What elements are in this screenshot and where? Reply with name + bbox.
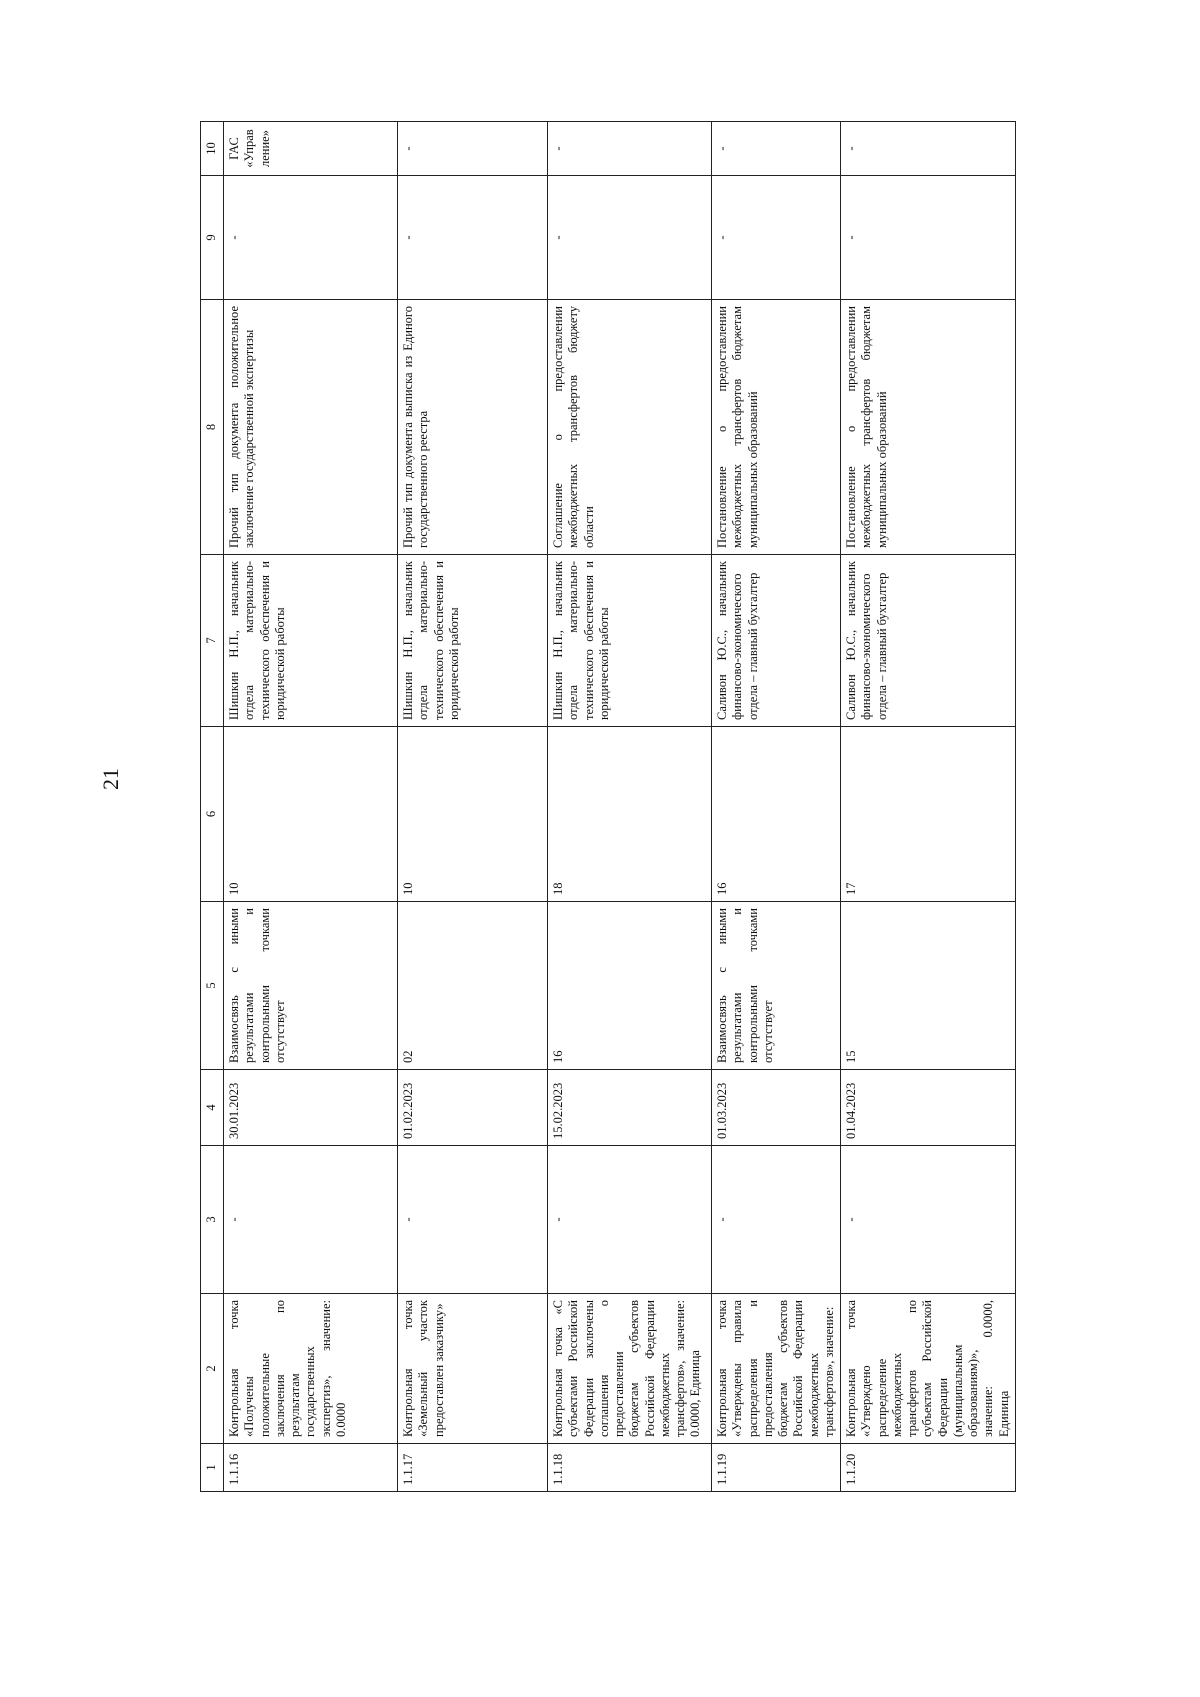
responsible-cell: Саливон Ю.С., начальник финансово-экономического отдела – главный бухгалтер: [712, 555, 841, 727]
row-number: 1.1.20: [841, 1444, 1016, 1492]
row-number: 1.1.19: [712, 1444, 841, 1492]
table-row: [224, 122, 398, 1492]
control-point-name: Контрольная точка «Земельный участок предоставлен заказчику»: [398, 1294, 548, 1444]
rotated-table-container: [200, 122, 1011, 1492]
cell-col6: 16: [712, 727, 841, 902]
row-number: 1.1.17: [398, 1444, 548, 1492]
control-point-name: Контрольная точка «Утверждены правила распределения и предоставления бюджетам субъектов Российской Федерации межбюджетных трансфертов», значение:: [712, 1294, 841, 1444]
column-header: 7: [201, 555, 224, 727]
control-point-name: Контрольная точка «Утверждено распределение межбюджетных трансфертов по субъектам Российской Федерации (муниципальным образованиям)», значение: 0.0000, Единица: [841, 1294, 1016, 1444]
cell-col9: -: [841, 176, 1016, 300]
column-header: 5: [201, 902, 224, 1070]
table-row: [841, 122, 1016, 1492]
column-header: 3: [201, 1146, 224, 1294]
row-number: 1.1.16: [224, 1444, 398, 1492]
table-row: [548, 122, 712, 1492]
cell-col6: 17: [841, 727, 1016, 902]
page-number: 21: [98, 768, 123, 790]
information-system-cell: -: [398, 122, 548, 176]
cell-col6: 10: [224, 727, 398, 902]
responsible-cell: Шишкин Н.П., начальник отдела материально-технического обеспечения и юридической работы: [548, 555, 712, 727]
information-system-cell: -: [712, 122, 841, 176]
control-point-name: Контрольная точка «Получены положительные заключения по результатам государственных экспертиз», значение: 0.0000: [224, 1294, 398, 1444]
document-cell: Постановление о предоставлении межбюджетных трансфертов бюджетам муниципальных образований: [712, 300, 841, 555]
document-cell: Постановление о предоставлении межбюджетных трансфертов бюджетам муниципальных образований: [841, 300, 1016, 555]
column-header: 1: [201, 1444, 224, 1492]
responsible-cell: Шишкин Н.П., начальник отдела материально-технического обеспечения и юридической работы: [224, 555, 398, 727]
information-system-cell: -: [548, 122, 712, 176]
control-points-table: [200, 121, 1016, 1492]
table-header-row: [201, 122, 224, 1492]
row-number: 1.1.18: [548, 1444, 712, 1492]
column-header: 8: [201, 300, 224, 555]
information-system-cell: ГАС «Управление»: [224, 122, 398, 176]
relation-cell: 15: [841, 902, 1016, 1070]
cell-col9: -: [712, 176, 841, 300]
date-cell: 01.04.2023: [841, 1070, 1016, 1146]
table-row: [398, 122, 548, 1492]
column-header: 6: [201, 727, 224, 902]
cell-col3: -: [712, 1146, 841, 1294]
date-cell: 30.01.2023: [224, 1070, 398, 1146]
cell-col3: -: [224, 1146, 398, 1294]
date-cell: 01.02.2023: [398, 1070, 548, 1146]
relation-cell: Взаимосвязь с иными результатами и контрольными точками отсутствует: [224, 902, 398, 1070]
document-cell: Соглашение о предоставлении межбюджетных трансфертов бюджету области: [548, 300, 712, 555]
cell-col3: -: [398, 1146, 548, 1294]
date-cell: 15.02.2023: [548, 1070, 712, 1146]
cell-col3: -: [841, 1146, 1016, 1294]
relation-cell: 16: [548, 902, 712, 1070]
relation-cell: 02: [398, 902, 548, 1070]
table-row: [712, 122, 841, 1492]
cell-col3: -: [548, 1146, 712, 1294]
cell-col6: 18: [548, 727, 712, 902]
column-header: 10: [201, 122, 224, 176]
information-system-cell: -: [841, 122, 1016, 176]
responsible-cell: Шишкин Н.П., начальник отдела материально-технического обеспечения и юридической работы: [398, 555, 548, 727]
document-cell: Прочий тип документа выписка из Единого государственного реестра: [398, 300, 548, 555]
document-cell: Прочий тип документа положительное заключение государственной экспертизы: [224, 300, 398, 555]
column-header: 2: [201, 1294, 224, 1444]
responsible-cell: Саливон Ю.С., начальник финансово-экономического отдела – главный бухгалтер: [841, 555, 1016, 727]
cell-col9: -: [398, 176, 548, 300]
date-cell: 01.03.2023: [712, 1070, 841, 1146]
control-point-name: Контрольная точка «С субъектами Российской Федерации заключены соглашения о предоставлении бюджетам субъектов Российской Федерации межбюджетных трансфертов», значение: 0.0000, Единица: [548, 1294, 712, 1444]
relation-cell: Взаимосвязь с иными результатами и контрольными точками отсутствует: [712, 902, 841, 1070]
column-header: 4: [201, 1070, 224, 1146]
column-header: 9: [201, 176, 224, 300]
cell-col9: -: [548, 176, 712, 300]
cell-col9: -: [224, 176, 398, 300]
cell-col6: 10: [398, 727, 548, 902]
